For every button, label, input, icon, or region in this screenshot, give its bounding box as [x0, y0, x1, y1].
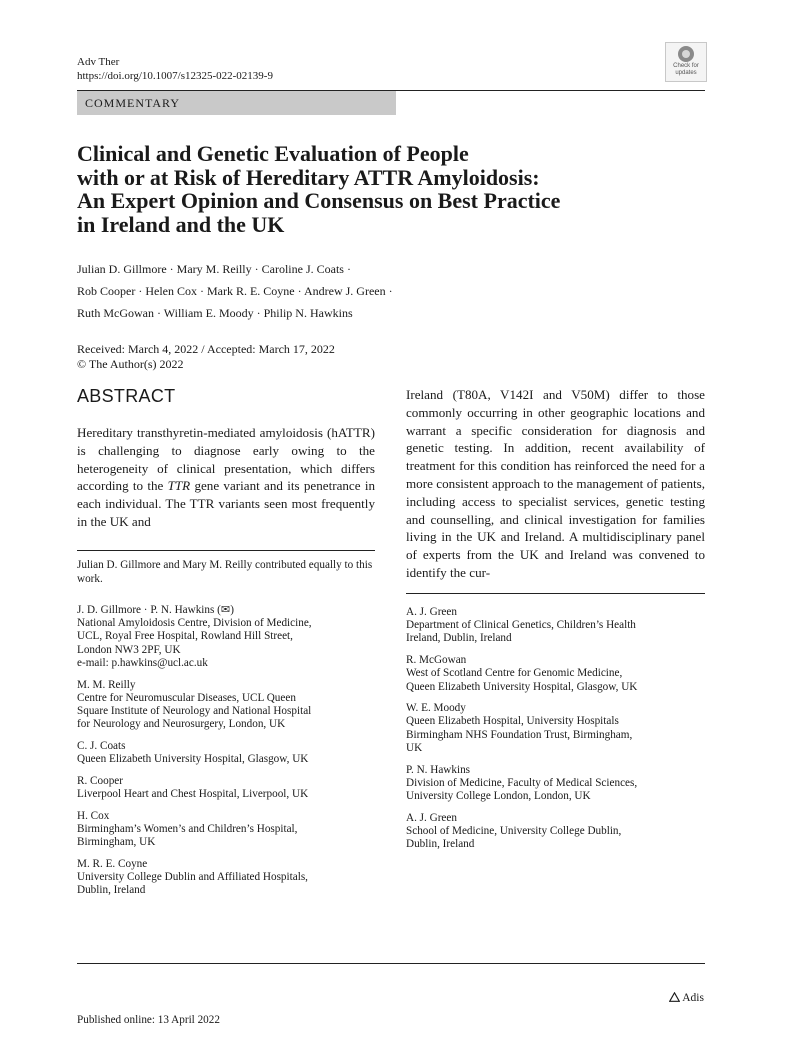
affiliation [77, 775, 377, 801]
publisher-name: Adis [682, 992, 704, 1004]
affiliation-name: P. N. Hawkins [406, 763, 471, 776]
affiliation-line: National Amyloidosis Centre, Division of Medicine, [77, 617, 312, 630]
affiliation-line: University College Dublin and Affiliated Hospitals, [77, 870, 308, 883]
affiliations-left [77, 604, 377, 906]
affiliations-right [406, 606, 705, 860]
affiliation-line: Birmingham’s Women’s and Children’s Hospital, [77, 822, 298, 835]
affiliation-line: Dublin, Ireland [406, 838, 475, 851]
affiliation-line: UCL, Royal Free Hospital, Rowland Hill Street, [77, 630, 293, 643]
affiliation-line: Centre for Neuromuscular Diseases, UCL Queen [77, 691, 296, 704]
affiliation-line: Division of Medicine, Faculty of Medical Sciences, [406, 776, 638, 789]
abstract-heading: ABSTRACT [77, 386, 176, 406]
contribution-note: Julian D. Gillmore and Mary M. Reilly contributed equally to this work. [77, 559, 373, 585]
affiliation-name: A. J. Green [406, 811, 457, 824]
title-line: Clinical and Genetic Evaluation of People [77, 141, 469, 166]
section-label: COMMENTARY [77, 91, 396, 115]
affiliation [77, 858, 377, 898]
author-line: Rob Cooper · Helen Cox · Mark R. E. Coyne · Andrew J. Green · [77, 284, 393, 298]
email-link[interactable]: e-mail: p.hawkins@ucl.ac.uk [77, 656, 208, 669]
check-for-updates-icon [678, 46, 694, 62]
author-line: Julian D. Gillmore · Mary M. Reilly · Caroline J. Coats · [77, 262, 351, 276]
affiliation-line: School of Medicine, University College Dublin, [406, 824, 622, 837]
abstract-text: gene variant and its penetrance in each individual. The TTR variants seen most frequently in the UK and [77, 478, 375, 529]
affiliation [406, 764, 705, 804]
affiliation-name: A. J. Green [406, 606, 457, 618]
footnote-divider [77, 550, 375, 551]
affiliation [77, 679, 377, 732]
adis-triangle-icon [669, 992, 680, 1002]
published-online: Published online: 13 April 2022 [77, 1014, 220, 1026]
affiliation-line: Square Institute of Neurology and National Hospital [77, 704, 312, 717]
abstract-left-column [77, 424, 375, 531]
affiliation-line: Birmingham NHS Foundation Trust, Birmingham, [406, 728, 633, 741]
affiliation-name: R. McGowan [406, 654, 467, 667]
abstract-gene-italic: TTR [167, 478, 191, 494]
affiliation-line: University College London, London, UK [406, 789, 591, 802]
received-accepted: Received: March 4, 2022 / Accepted: March 17, 2022 [77, 342, 335, 356]
abstract-text: Hereditary transthyretin-mediated amyloidosis (hATTR) is challenging to diagnose early owing to the heterogeneity of clinical presentation, which differs according to the [77, 425, 375, 494]
affiliation [406, 654, 705, 694]
journal-name: Adv Ther [77, 56, 120, 68]
affiliation-line: Birmingham, UK [77, 836, 156, 849]
affiliation-name: H. Cox [77, 809, 110, 822]
title-line: with or at Risk of Hereditary ATTR Amyloidosis: [77, 164, 540, 190]
publisher-logo [669, 991, 704, 1005]
abstract-right-column: Ireland (T80A, V142I and V50M) differ to those commonly occurring in other geographic locations and warrant a specific consideration for diagnosis and genetic testing. In addition, recent availability of treatment for this condition has reinforced the need for a more consistent approach to the management of patients, including access to specialist services, genetic testing and counselling, and clinical investigation for families living in the UK and Ireland. A multidisciplinary panel of experts from the UK and Ireland was convened to identify the cur- [406, 387, 705, 580]
author-line: Ruth McGowan · William E. Moody · Philip N. Hawkins [77, 306, 353, 320]
affiliation-line: UK [406, 741, 423, 754]
affiliation [77, 810, 377, 850]
footer-divider [77, 963, 705, 964]
article-dates [77, 342, 335, 371]
article-title [77, 142, 697, 236]
affiliation-line: Ireland, Dublin, Ireland [406, 632, 512, 645]
affiliation-line: Queen Elizabeth Hospital, University Hospitals [406, 715, 619, 728]
affiliation-line: Queen Elizabeth University Hospital, Glasgow, UK [77, 753, 309, 766]
journal-doi[interactable]: https://doi.org/10.1007/s12325-022-02139-9 [77, 70, 273, 82]
journal-header [77, 55, 273, 83]
badge-line2: updates [675, 70, 697, 76]
affiliation-name: R. Cooper [77, 774, 123, 787]
title-line: An Expert Opinion and Consensus on Best Practice [77, 188, 561, 213]
affiliation-name: M. R. E. Coyne [77, 857, 148, 870]
author-list [77, 258, 705, 324]
affiliation [77, 604, 377, 670]
affiliation-line: Liverpool Heart and Chest Hospital, Liverpool, UK [77, 787, 309, 800]
affiliation-line: for Neurology and Neurosurgery, London, UK [77, 718, 286, 731]
copyright: © The Author(s) 2022 [77, 356, 184, 371]
affiliation-name: M. M. Reilly [77, 678, 136, 691]
affiliation [77, 740, 377, 766]
check-for-updates-badge[interactable] [665, 42, 707, 82]
badge-line1: Check for [673, 63, 699, 69]
affiliation [406, 812, 705, 852]
affiliation-name: J. D. Gillmore · P. N. Hawkins (✉) [77, 604, 234, 616]
affiliation-line: Dublin, Ireland [77, 884, 146, 897]
affiliation [406, 702, 705, 755]
affiliation-divider [406, 593, 705, 594]
affiliation-line: West of Scotland Centre for Genomic Medicine, [406, 667, 623, 680]
affiliation-line: Department of Clinical Genetics, Children’s Health [406, 619, 636, 632]
affiliation-line: London NW3 2PF, UK [77, 643, 181, 656]
affiliation-name: C. J. Coats [77, 739, 126, 752]
affiliation-name: W. E. Moody [406, 702, 466, 715]
title-line: in Ireland and the UK [77, 211, 285, 237]
affiliation-line: Queen Elizabeth University Hospital, Glasgow, UK [406, 680, 638, 693]
affiliation [406, 606, 705, 646]
